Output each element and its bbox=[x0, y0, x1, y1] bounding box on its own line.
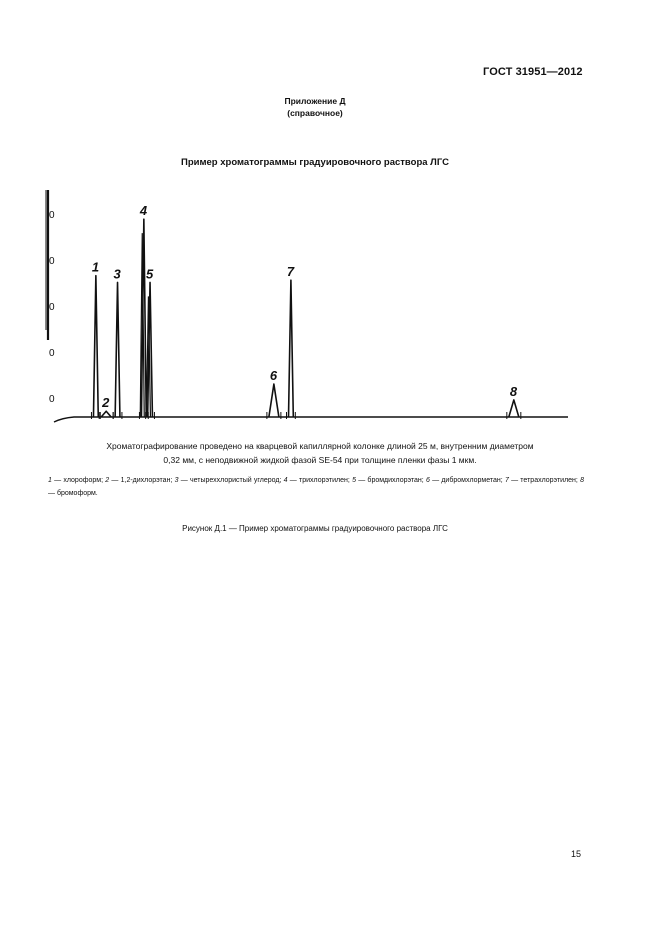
peak-label-7: 7 bbox=[286, 264, 295, 280]
annex-title: Приложение Д bbox=[284, 96, 346, 106]
peak-1 bbox=[93, 276, 98, 417]
peak-label-1: 1 bbox=[91, 259, 100, 275]
legend-item: 7 — тетрахлорэтилен; bbox=[504, 477, 581, 484]
y-tick-label: 0 bbox=[49, 394, 55, 405]
legend-item: 5 — бромдихлорэтан; bbox=[352, 477, 426, 484]
legend-item: 8 — бромоформ. bbox=[48, 477, 584, 497]
legend-item: 2 — 1,2-дихлорэтан; bbox=[105, 477, 175, 484]
legend-item: 4 — трихлорэтилен; bbox=[283, 477, 353, 484]
peak-6 bbox=[269, 384, 279, 417]
figure-caption: Рисунок Д.1 — Пример хроматограммы градуировочного раствора ЛГС bbox=[182, 524, 448, 533]
figure-title: Пример хроматограммы градуировочного раствора ЛГС bbox=[181, 157, 449, 168]
figure-note bbox=[60, 440, 580, 467]
legend-item: 1 — хлороформ; bbox=[48, 477, 106, 484]
y-tick-label: 0 bbox=[49, 256, 55, 267]
annex-heading bbox=[0, 95, 630, 119]
peaks bbox=[91, 219, 520, 419]
legend-item: 6 — дибромхлорметан; bbox=[425, 477, 505, 484]
y-tick-label: 0 bbox=[49, 210, 55, 221]
chromatogram-chart bbox=[40, 180, 580, 425]
y-tick-label: 0 bbox=[49, 348, 55, 359]
peak-label-6: 6 bbox=[269, 368, 278, 384]
note-line-2: 0,32 мм, с неподвижной жидкой фазой SE-54 при толщине пленки фазы 1 мкм. bbox=[163, 454, 477, 465]
peak-label-3: 3 bbox=[113, 266, 121, 282]
document-code: ГОСТ 31951—2012 bbox=[483, 66, 583, 78]
figure-legend bbox=[48, 475, 584, 500]
note-line-1: Хроматографирование проведено на кварцевой капиллярной колонке длиной 25 м, внутренним диаметром bbox=[106, 441, 534, 451]
peak-3 bbox=[115, 282, 120, 417]
peak-label-8: 8 bbox=[509, 383, 518, 399]
y-axis bbox=[46, 190, 55, 405]
page-number: 15 bbox=[571, 849, 582, 859]
peak-2 bbox=[101, 411, 111, 417]
peak-label-2: 2 bbox=[102, 395, 110, 411]
peak-label-5: 5 bbox=[146, 266, 154, 282]
y-tick-label: 0 bbox=[49, 302, 55, 313]
peak-7 bbox=[289, 280, 294, 417]
annex-subtitle: (справочное) bbox=[287, 108, 343, 118]
legend-item: 3 — четыреххлористый углерод; bbox=[174, 477, 284, 484]
peak-8 bbox=[509, 400, 519, 417]
baseline bbox=[54, 417, 568, 422]
peak-labels bbox=[92, 203, 518, 410]
peak-label-4: 4 bbox=[139, 203, 148, 219]
baseline-line bbox=[54, 417, 568, 422]
